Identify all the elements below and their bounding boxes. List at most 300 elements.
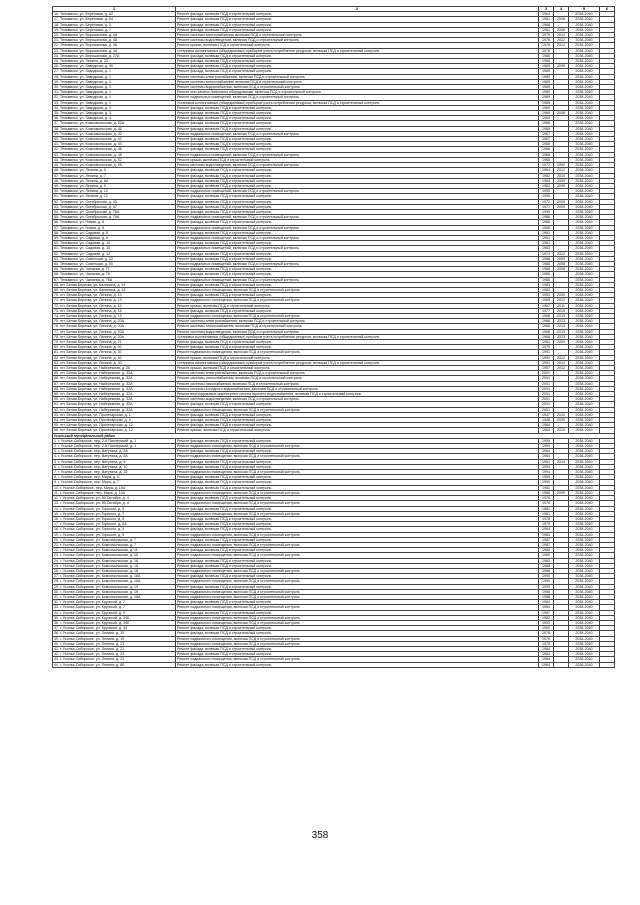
document-page [52, 6, 612, 668]
work-type-cell: Ремонт системы теплоснабжения, включая ПСД и строительный контроль [176, 33, 539, 38]
address: пгт. Белая Березка, ул. Калинина, д. 14 [60, 282, 126, 287]
address: пгт. Белая Березка, ул. Ленина, д. 10 [60, 293, 122, 298]
year-repair-cell: 2014 [554, 459, 569, 464]
address: г. Усолье-Сибирское, пер. Мира, д. 1 [58, 475, 119, 480]
period-cell: 2038-2040 [569, 340, 600, 345]
work-type-cell: Ремонт фасада, включая ПСД и строительный контроль [176, 111, 539, 116]
empty-cell [600, 662, 615, 667]
row-number: 21 [54, 38, 58, 43]
address-cell: 41. г. Усолье-Сибирское, ул. Ленина, д. 21 [53, 646, 176, 651]
address: г. Усолье-Сибирское, ул. Крупской, д. 7 [60, 600, 126, 605]
address-cell: 5. г. Усолье-Сибирское, пер. Ватутина, д. 9 [53, 459, 176, 464]
work-type-cell: Ремонт фасада, включая ПСД и строительный контроль [176, 142, 539, 147]
year-repair-cell: 2012 [554, 168, 569, 173]
work-type-cell: Ремонт фасада, включая ПСД и строительный контроль [176, 168, 539, 173]
work-type-cell: Ремонт крыши, включая ПСД и строительный контроль [176, 366, 539, 371]
address-cell: 81. пгт. Белая Березка, ул. Ленина, д. 30 [53, 350, 176, 355]
address: г. Усолье-Сибирское, ул. Комсомольская, д. 16 [60, 558, 138, 563]
address: Тельминск, ул. Октябрьская, д. 47 [60, 204, 117, 209]
row-number: 22 [54, 43, 58, 48]
year-repair-cell: 2013 [554, 324, 569, 329]
year-repair-cell: 2009 [554, 204, 569, 209]
address-cell: 91. пгт. Белая Березка, ул. Набережная, д. 32А [53, 402, 176, 407]
address-cell: 9. г. Усолье-Сибирское, пер. Мира, д. 7 [53, 480, 176, 485]
work-type-cell: Ремонт подвального помещения, включая ПСД и строительный контроль [176, 532, 539, 537]
work-type-cell: Ремонт фасада, включая ПСД и строительный контроль [176, 600, 539, 605]
period-cell: 2038-2040 [569, 267, 600, 272]
year-built-cell: 1991 [539, 350, 554, 355]
row-number: 85 [54, 371, 58, 376]
address-cell: 33. г. Усолье-Сибирское, ул. Крупской, д. 7 [53, 605, 176, 610]
work-type-cell: Ремонт фасада, включая ПСД и строительный контроль [176, 173, 539, 178]
row-number: 87 [54, 381, 58, 386]
address: Тельминск, ул. Ворошилова, д. 4А [60, 33, 118, 38]
row-number: 23 [54, 48, 58, 53]
address: г. Усолье-Сибирское, ул. Комсомольская, д. 18А [60, 574, 141, 579]
period-cell: 2038-2040 [569, 199, 600, 204]
address: Тельминск, ул. Садовая, д. 10 [60, 241, 111, 246]
address-cell: 40. г. Усолье-Сибирское, ул. Ленина, д. 21 [53, 641, 176, 646]
row-number: 32 [54, 600, 58, 605]
year-built-cell: 1965 [539, 152, 554, 157]
row-number: 5 [54, 459, 56, 464]
work-type-cell: Ремонт фасада, включая ПСД и строительный контроль [176, 12, 539, 17]
period-cell: 2038-2040 [569, 251, 600, 256]
period-cell: 2038-2040 [569, 189, 600, 194]
work-type-cell: Ремонт фасада, включая ПСД и строительный контроль [176, 340, 539, 345]
year-built-cell: 1960 [539, 626, 554, 631]
address: г. Усолье-Сибирское, ул. Ленина, д. 23 [60, 657, 125, 662]
period-cell: 2038-2040 [569, 418, 600, 423]
period-cell: 2038-2040 [569, 74, 600, 79]
work-type-cell: Ремонт фасада, включая ПСД и строительный контроль [176, 183, 539, 188]
year-built-cell: 1981 [539, 511, 554, 516]
year-built-cell: 1991 [539, 230, 554, 235]
work-type-cell: Ремонт подвального помещения, включая ПСД и строительный контроль [176, 579, 539, 584]
address-cell: 11. г. Усолье-Сибирское, пер. Мира, д. 10А [53, 490, 176, 495]
row-number: 42 [54, 652, 58, 657]
address: г. Усолье-Сибирское, ул. Комсомольская, д. 18 [60, 563, 138, 568]
work-type-cell: Ремонт фасада, включая ПСД и строительный контроль [176, 251, 539, 256]
row-number: 8 [54, 475, 56, 480]
address: Тельминск, ул. Октябрьская, д. 76А [60, 209, 120, 214]
year-built-cell: 1989 [539, 90, 554, 95]
row-number: 96 [54, 428, 58, 433]
address-cell: 59. Тельминск, ул. Садовая, д. 8 [53, 235, 176, 240]
row-number: 1 [54, 438, 56, 443]
period-cell: 2038-2040 [569, 610, 600, 615]
year-built-cell: 1966 [539, 324, 554, 329]
year-built-cell: 1984 [539, 605, 554, 610]
work-type-cell: Ремонт подвального помещения, включая ПСД и строительный контроль [176, 636, 539, 641]
row-number: 17 [54, 522, 58, 527]
year-built-cell: 1995 [539, 209, 554, 214]
year-repair-cell: 2012 [554, 366, 569, 371]
work-type-cell: Ремонт фасада, включая ПСД и строительный контроль [176, 475, 539, 480]
address-cell: 15. г. Усолье-Сибирское, ул. Горького, д. 7 [53, 511, 176, 516]
address: г. Усолье-Сибирское, пер. Ватутина, д. 10 [58, 470, 128, 475]
address: г. Усолье-Сибирское, пер. 2-й Пионерский, д. 1 [58, 438, 137, 443]
address: пгт. Белая Березка, ул. Ленина, д. 30 [60, 345, 122, 350]
address: Тельминск, ул. Комсомольская, д. 32А [60, 121, 125, 126]
period-cell: 2038-2040 [569, 261, 600, 266]
address: пгт. Белая Березка, ул. Ленина, д. 30 [60, 360, 122, 365]
period-cell: 2038-2040 [569, 444, 600, 449]
period-cell: 2038-2040 [569, 308, 600, 313]
period-cell: 2038-2040 [569, 600, 600, 605]
address-cell: 12. г. Усолье-Сибирское, ул. 50 Октября, д. 4 [53, 496, 176, 501]
row-number: 86 [54, 376, 58, 381]
period-cell: 2038-2040 [569, 392, 600, 397]
row-number: 56 [54, 220, 58, 225]
row-number: 73 [54, 308, 58, 313]
address-cell: 32. Тельминск, ул. Заводская, д. 1 [53, 95, 176, 100]
address: Тельминск, ул. Ленина, д. 23 [60, 59, 108, 64]
period-cell: 2038-2040 [569, 111, 600, 116]
year-built-cell: 1978 [539, 516, 554, 521]
year-built-cell: 1965 [539, 157, 554, 162]
address: пгт. Белая Березка, ул. Ленина, д. 15 [60, 308, 122, 313]
period-cell: 2038-2040 [569, 100, 600, 105]
year-built-cell: 1990 [539, 584, 554, 589]
address: г. Усолье-Сибирское, пер. Мира, д. 10А [59, 490, 126, 495]
period-cell: 2038-2040 [569, 105, 600, 110]
address-cell: 25. г. Усолье-Сибирское, ул. Комсомольская, д. 18 [53, 563, 176, 568]
year-built-cell: 1982 [539, 173, 554, 178]
year-repair-cell: 2013 [554, 329, 569, 334]
address: Тельминск, ул. Садовая, д. 8 [60, 230, 109, 235]
work-type-cell: Ремонт крыши, включая ПСД и строительный контроль [176, 355, 539, 360]
year-built-cell: 1990 [539, 194, 554, 199]
row-number: 4 [54, 454, 56, 459]
year-repair-cell: 2009 [554, 340, 569, 345]
work-type-cell: Ремонт подвального помещения, включая ПСД и строительный контроль [176, 444, 539, 449]
work-type-cell: Ремонт фасада, включая ПСД и строительный контроль [176, 230, 539, 235]
row-number: 61 [54, 246, 58, 251]
work-type-cell: Ремонт фасада, включая ПСД и строительный контроль [176, 496, 539, 501]
address: г. Усолье-Сибирское, пер. Мира, д. 10А [60, 485, 126, 490]
work-type-cell: Ремонт фасада, включая ПСД и строительный контроль [176, 220, 539, 225]
address: пгт. Белая Березка, ул. Набережная, д. 32А [60, 381, 133, 386]
year-repair-cell: 2010 [554, 308, 569, 313]
row-number: 19 [54, 532, 58, 537]
year-built-cell: 1964 [539, 454, 554, 459]
year-built-cell: 1992 [539, 620, 554, 625]
period-cell: 2038-2040 [569, 215, 600, 220]
year-repair-cell: 2011 [554, 303, 569, 308]
address-cell: 42. г. Усолье-Сибирское, ул. Ленина, д. 23 [53, 652, 176, 657]
row-number: 2 [54, 444, 56, 449]
address-cell: 57. Тельминск, ул. Новая, д. 8 [53, 225, 176, 230]
address-cell: 77. пгт. Белая Березка, ул. Ленина, д. 20А [53, 329, 176, 334]
address: г. Усолье-Сибирское, ул. Крупской, д. 9 [60, 610, 126, 615]
row-number: 28 [54, 579, 58, 584]
row-number: 7 [54, 470, 56, 475]
address-cell: 70. пгт. Белая Березка, ул. Ленина, д. 10 [53, 293, 176, 298]
period-cell: 2038-2040 [569, 324, 600, 329]
address: г. Усолье-Сибирское, ул. 50 Октября, д. 4 [60, 496, 129, 501]
period-cell: 2038-2040 [569, 230, 600, 235]
period-cell: 2038-2040 [569, 381, 600, 386]
address-cell: 41. Тельминск, ул. Комсомольская, д. 44 [53, 142, 176, 147]
period-cell: 2038-2040 [569, 620, 600, 625]
row-number: 13 [54, 501, 58, 506]
period-cell: 2038-2040 [569, 574, 600, 579]
work-type-cell: Ремонт системы теплоснабжения, включая ПСД и строительный контроль [176, 324, 539, 329]
row-number: 25 [54, 563, 58, 568]
work-type-cell: Ремонт подвальных помещений, включая ПСД и строительный контроль [176, 95, 539, 100]
address-cell: 23. Тельминск, ул. Ворошилова, д. 4А [53, 48, 176, 53]
row-number: 19 [54, 27, 58, 32]
row-number: 9 [54, 480, 56, 485]
period-cell: 2038-2040 [569, 641, 600, 646]
address-cell: 46. Тельминск, ул. Ленина, д. 5 [53, 168, 176, 173]
year-built-cell: 1986 [539, 215, 554, 220]
address: Тельминск, ул. Заводская, д. 1 [60, 74, 112, 79]
year-built-cell: 1989 [539, 74, 554, 79]
year-built-cell: 2001 [539, 386, 554, 391]
table-body-section-a [53, 12, 615, 433]
work-type-cell: Ремонт фасада, включая ПСД и строительный контроль [176, 241, 539, 246]
work-type-cell: Ремонт фасада, включая ПСД и строительный контроль [176, 105, 539, 110]
period-cell: 2038-2040 [569, 334, 600, 339]
year-built-cell: 1988 [539, 256, 554, 261]
table-body-section-b [53, 438, 615, 667]
row-number: 18 [54, 527, 58, 532]
address-cell: 66. Тельминск, ул. Чапаева, д. 76 [53, 272, 176, 277]
row-number: 57 [54, 225, 58, 230]
address-cell: 58. Тельминск, ул. Садовая, д. 8 [53, 230, 176, 235]
period-cell: 2038-2040 [569, 173, 600, 178]
row-number: 15 [54, 511, 58, 516]
address: пгт. Белая Березка, ул. Набережная, д. 32А [60, 407, 133, 412]
work-type-cell: Установка коллективных (общедомовых) приборов учета потребления ресурсов, включая ПСД и строительный контроль [176, 100, 539, 105]
year-built-cell: 1987 [539, 537, 554, 542]
address-cell: 39. г. Усолье-Сибирское, ул. Ленина, д. 19 [53, 636, 176, 641]
work-type-cell: Ремонт или замена лифтового оборудования, включая ПСД и строительный контроль [176, 90, 539, 95]
row-number: 38 [54, 631, 58, 636]
work-type-cell: Установка коллективных (общедомовых) приборов учета потребления ресурсов, включая ПСД и строительный контроль [176, 334, 539, 339]
work-type-cell: Ремонт фасада, включая ПСД и строительный контроль [176, 527, 539, 532]
period-cell: 2038-2040 [569, 423, 600, 428]
address-cell: 89. пгт. Белая Березка, ул. Набережная, д. 32А [53, 392, 176, 397]
address-cell: 51. Тельминск, ул. Ленина, д. 12 [53, 194, 176, 199]
row-number: 52 [54, 199, 58, 204]
work-type-cell: Ремонт фасада, включая ПСД и строительный контроль [176, 412, 539, 417]
period-cell: 2038-2040 [569, 235, 600, 240]
address-cell: 22. Тельминск, ул. Ворошилова, д. 4А [53, 43, 176, 48]
year-built-cell: 1988 [539, 261, 554, 266]
address-cell: 4. г. Усолье-Сибирское, пер. Ватутина, д. 8А [53, 454, 176, 459]
address: Тельминск, ул. Комсомольская, д. 52 [60, 157, 122, 162]
work-type-cell: Ремонт крыши, включая ПСД и строительный контроль [176, 157, 539, 162]
work-type-cell: Ремонт фасада, включая ПСД и строительный контроль [176, 178, 539, 183]
work-type-cell: Ремонт фасада, включая ПСД и строительный контроль [176, 516, 539, 521]
year-built-cell: 1986 [539, 220, 554, 225]
year-built-cell: 1994 [539, 464, 554, 469]
period-cell: 2038-2040 [569, 246, 600, 251]
address-cell: 24. г. Усолье-Сибирское, ул. Комсомольская, д. 16 [53, 558, 176, 563]
row-number: 46 [54, 168, 58, 173]
year-built-cell: 1991 [539, 360, 554, 365]
address-cell: 44. г. Усолье-Сибирское, ул. Ленина, д. 8Б [53, 662, 176, 667]
year-built-cell: 1976 [539, 38, 554, 43]
year-repair-cell: 2009 [554, 418, 569, 423]
period-cell: 2038-2040 [569, 376, 600, 381]
year-built-cell: 1989 [539, 79, 554, 84]
year-built-cell: 1969 [539, 126, 554, 131]
period-cell: 2038-2040 [569, 412, 600, 417]
address: г. Усолье-Сибирское, ул. Ленина, д. 8Б [60, 662, 125, 667]
work-type-cell: Ремонт системы теплоснабжения, включая ПСД и строительный контроль [176, 79, 539, 84]
work-type-cell: Ремонт фасада, включая ПСД и строительный контроль [176, 506, 539, 511]
column-header: 3 [539, 7, 554, 12]
address: г. Усолье-Сибирское, ул. Комсомольская, д. 19 [60, 589, 138, 594]
row-number: 14 [54, 506, 58, 511]
address: г. Усолье-Сибирское, ул. Горького, д. 6 [60, 506, 125, 511]
work-type-cell: Ремонт подвальных помещений, включая ПСД и строительный контроль [176, 235, 539, 240]
address: г. Усолье-Сибирское, ул. Горького, д. 7 [60, 511, 125, 516]
work-type-cell: Ремонт фасада, включая ПСД и строительный контроль [176, 194, 539, 199]
year-built-cell: 1964 [539, 116, 554, 121]
year-built-cell: 1964 [539, 423, 554, 428]
address: Тельминск, ул. Комсомольская, д. 58 [60, 163, 122, 168]
address: г. Усолье-Сибирское, ул. Крупской, д. 7 [60, 605, 126, 610]
year-built-cell: 1976 [539, 33, 554, 38]
address: г. Усолье-Сибирское, ул. Комсомольская, д. 7 [60, 537, 136, 542]
period-cell: 2038-2040 [569, 646, 600, 651]
address-cell: 26. г. Усолье-Сибирское, ул. Комсомольская, д. 18 [53, 568, 176, 573]
address: Тельминск, ул. Ворошилова, д. 4А [60, 48, 118, 53]
address: Тельминск, ул. Береговая, д. 64 [60, 17, 113, 22]
year-built-cell: 1976 [539, 43, 554, 48]
year-built-cell: 1962 [539, 558, 554, 563]
work-type-cell: Ремонт фасада, включая ПСД и строительный контроль [176, 584, 539, 589]
year-repair-cell: 2010 [554, 428, 569, 433]
address: г. Усолье-Сибирское, ул. Горького, д. 9 [60, 532, 125, 537]
address: г. Усолье-Сибирское, ул. Крупской, д. 44 [60, 626, 128, 631]
row-number: 35 [54, 615, 58, 620]
row-number: 29 [54, 584, 58, 589]
year-built-cell: 1988 [539, 568, 554, 573]
year-built-cell: 1990 [539, 574, 554, 579]
address: Тельминск, ул. Садовая, д. 12 [60, 251, 111, 256]
period-cell: 2038-2040 [569, 209, 600, 214]
work-type-cell: Ремонт фасада, включая ПСД и строительный контроль [176, 256, 539, 261]
work-type-cell: Ремонт фасада, включая ПСД и строительный контроль [176, 293, 539, 298]
period-cell: 2038-2040 [569, 241, 600, 246]
work-type-cell: Ремонт фасада, включая ПСД и строительный контроль [176, 267, 539, 272]
year-built-cell: 1972 [539, 199, 554, 204]
work-type-cell: Ремонт фасада, включая ПСД и строительный контроль [176, 537, 539, 542]
period-cell: 2038-2040 [569, 568, 600, 573]
work-type-cell: Ремонт подвального помещения, включая ПСД и строительный контроль [176, 287, 539, 292]
year-built-cell: 1990 [539, 589, 554, 594]
work-type-cell: Ремонт подвального помещения, включая ПСД и строительный контроль [176, 605, 539, 610]
row-number: 70 [54, 293, 58, 298]
address: пгт. Белая Березка, ул. Пролетарская, д. 10 [60, 423, 133, 428]
year-built-cell: 1947 [539, 412, 554, 417]
work-type-cell: Ремонт фасада, включая ПСД и строительный контроль [176, 308, 539, 313]
address-cell: 40. Тельминск, ул. Комсомольская, д. 42 [53, 137, 176, 142]
year-repair-cell: 2008 [554, 17, 569, 22]
address-cell: 72. пгт. Белая Березка, ул. Ленина, д. 13 [53, 303, 176, 308]
work-type-cell: Ремонт фасада, включая ПСД и строительный контроль [176, 522, 539, 527]
row-number: 76 [54, 324, 58, 329]
period-cell: 2038-2040 [569, 428, 600, 433]
address: Тельминск, ул. Заводская, д. 1 [60, 95, 112, 100]
address-cell: 37. Тельминск, ул. Комсомольская, д. 32А [53, 121, 176, 126]
row-number: 41 [54, 646, 58, 651]
year-built-cell: 1981 [539, 485, 554, 490]
address-cell: 69. пгт. Белая Березка, ул. Калинина, д. 14 [53, 287, 176, 292]
row-number: 59 [54, 235, 58, 240]
address-cell: 43. Тельминск, ул. Комсомольская, д. 48 [53, 152, 176, 157]
row-number: 65 [54, 267, 58, 272]
year-built-cell: 1969 [539, 298, 554, 303]
year-built-cell: 1984 [539, 532, 554, 537]
address: пгт. Белая Березка, ул. Ленина, д. 30 [60, 350, 122, 355]
period-cell: 2038-2040 [569, 366, 600, 371]
address-cell: 85. пгт. Белая Березка, ул. Набережная, д. 32А [53, 371, 176, 376]
period-cell: 2038-2040 [569, 532, 600, 537]
address: пгт. Белая Березка, ул. Ленина, д. 20А [60, 324, 124, 329]
period-cell: 2038-2040 [569, 662, 600, 667]
year-built-cell: 1969 [539, 59, 554, 64]
address-cell: 78. пгт. Белая Березка, ул. Ленина, д. 20А [53, 334, 176, 339]
work-type-cell: Ремонт подвального помещения, включая ПСД и строительный контроль [176, 470, 539, 475]
column-header: 1 [53, 7, 176, 12]
address: г. Усолье-Сибирское, ул. Комсомольская, д. 19 [60, 584, 138, 589]
row-number: 50 [54, 189, 58, 194]
period-cell: 2038-2040 [569, 48, 600, 53]
address-cell: 36. Тельминск, ул. Заводская, д. 4 [53, 116, 176, 121]
address-cell: 28. Тельминск, ул. Заводская, д. 1 [53, 74, 176, 79]
period-cell: 2038-2040 [569, 183, 600, 188]
period-cell: 2038-2040 [569, 12, 600, 17]
period-cell: 2038-2040 [569, 64, 600, 69]
address: пгт. Белая Березка, ул. Набережная, д. 32А [60, 392, 133, 397]
address-cell: 36. г. Усолье-Сибирское, ул. Крупской, д. 34Е [53, 620, 176, 625]
work-type-cell: Ремонт фасада, включая ПСД и строительный контроль [176, 116, 539, 121]
work-type-cell: Ремонт фасада, включая ПСД и строительный контроль [176, 27, 539, 32]
year-repair-cell: 2012 [554, 251, 569, 256]
address-cell: 19. г. Усолье-Сибирское, ул. Горького, д. 9 [53, 532, 176, 537]
year-built-cell: 1967 [539, 137, 554, 142]
year-built-cell: 2001 [539, 371, 554, 376]
period-cell: 2038-2040 [569, 631, 600, 636]
year-built-cell: 1978 [539, 631, 554, 636]
address: г. Усолье-Сибирское, ул. Комсомольская, д. 19А [60, 594, 141, 599]
address: Тельминск, ул. Комсомольская, д. 48 [60, 152, 122, 157]
work-type-cell: Ремонт подвального помещения, включая ПСД и строительный контроль [176, 407, 539, 412]
address: г. Усолье-Сибирское, пер. Мира, д. 7 [58, 480, 119, 485]
period-cell: 2038-2040 [569, 121, 600, 126]
address: пгт. Белая Березка, ул. Набережная, д. 26 [60, 366, 131, 371]
work-type-cell: Ремонт системы теплоснабжения, включая ПСД и строительный контроль [176, 376, 539, 381]
period-cell: 2038-2040 [569, 313, 600, 318]
address: Тельминск, ул. Заводская, д. 90 [60, 64, 114, 69]
year-built-cell: 1971 [539, 204, 554, 209]
address-cell: 80. пгт. Белая Березка, ул. Ленина, д. 30 [53, 345, 176, 350]
work-type-cell: Ремонт подвального помещения, включая ПСД и строительный контроль [176, 615, 539, 620]
year-built-cell: 1954 [539, 293, 554, 298]
address-cell: 42. Тельминск, ул. Комсомольская, д. 46 [53, 147, 176, 152]
year-built-cell: 2001 [539, 381, 554, 386]
period-cell: 2038-2040 [569, 636, 600, 641]
year-built-cell: 2001 [539, 397, 554, 402]
year-built-cell: 1984 [539, 662, 554, 667]
